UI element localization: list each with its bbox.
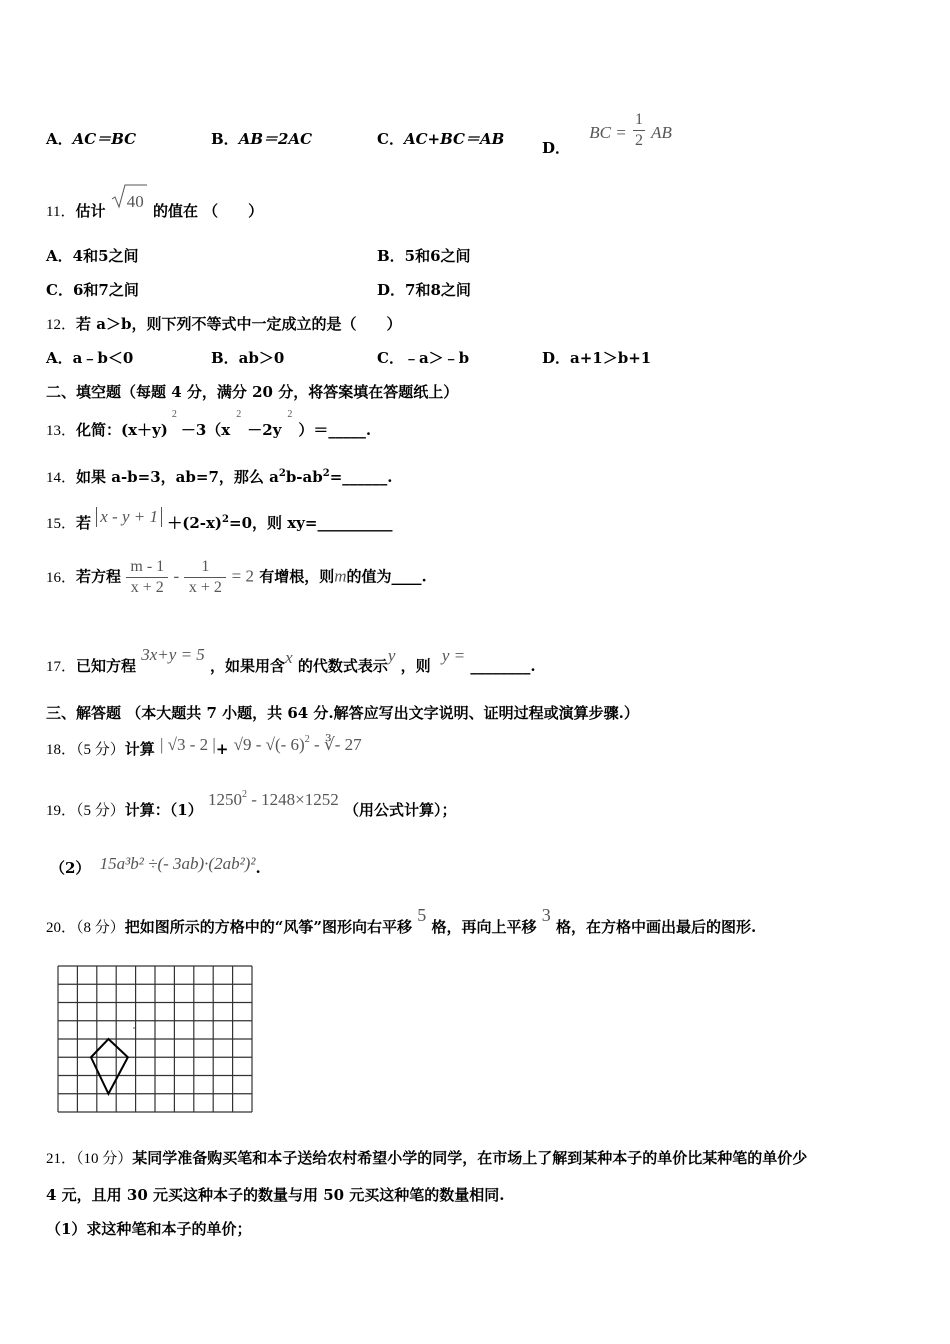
q12-option-a: A．a﹣b＜0 xyxy=(46,349,134,367)
q10-option-c: C．AC+BC＝AB xyxy=(377,130,505,148)
q11-option-d: D．7和8之间 xyxy=(377,281,471,299)
q11-option-a: A．4和5之间 xyxy=(46,247,139,265)
q12-option-c: C．﹣a＞﹣b xyxy=(377,349,470,367)
q20: 20．（8 分）把如图所示的方格中的“风筝”图形向右平移 5 格，再向上平移 3 格，在方格中画出最后的图形. xyxy=(46,905,757,936)
q11-option-c: C．6和7之间 xyxy=(46,281,139,299)
q13: 13．化简：$(x+y)^2-3(x^2-2y^2)=\_\_\_\_\_$. xyxy=(46,409,372,439)
q12-stem: 12．若 a＞b，则下列不等式中一定成立的是（ ） xyxy=(46,315,402,333)
q15: 15．若 $x - y + 1 +(2-x)^2=0$，则 xy=__________ xyxy=(46,507,393,532)
q10-option-d: D． BC = $\frac{1}{2}$ AB xyxy=(542,111,672,157)
fraction-1: $\frac{m - 1}{x + 2}$ xyxy=(126,557,168,598)
q11-option-b: B．5和6之间 xyxy=(377,247,471,265)
q19-part2: （2） 15a³b² ÷(- 3ab)·(2ab²)². xyxy=(50,854,261,877)
abs-expression: x - y + 1 xyxy=(96,507,162,527)
q19-part1: 19．（5 分）计算：（1） 1250$^2$ - 1248×1252 （用公式计算）； xyxy=(46,789,457,819)
q10-option-a: A．AC＝BC xyxy=(46,130,137,148)
q21-line1: 21．（10 分）某同学准备购买笔和本子送给农村希望小学的同学，在市场上了解到某种本子的单价比某种笔的单价少 xyxy=(46,1149,808,1167)
q11-stem: 11．估计 40 的值在 （ ） xyxy=(46,192,263,221)
q10-option-b: B．AB＝2AC xyxy=(211,130,313,148)
q16: 16．若方程 $\frac{m - 1}{x + 2}$ - $\frac{1}{x + 2}$ = 2 有增根，则m的值为____. xyxy=(46,558,427,596)
q17: 17．已知方程 3x+y = 5 ，如果用含x 的代数式表示y ，则 y = ________. xyxy=(46,645,536,675)
q14: 14．如果 a-b=3，ab=7，那么 $a^2b-ab^2=\_\_\_\_\_\_$. xyxy=(46,468,393,486)
kite-grid-figure xyxy=(55,964,255,1116)
q18: 18．（5 分）计算 | √3 - 2 |+ √9 - √(- 6)$^2$ - ∛- 27 xyxy=(46,734,362,758)
q21-part1: （1）求这种笔和本子的单价； xyxy=(46,1220,252,1238)
q12-option-d: D．a+1＞b+1 xyxy=(542,349,652,367)
q21-line2: 4 元，且用 30 元买这种本子的数量与用 50 元买这种笔的数量相同. xyxy=(46,1186,505,1204)
fraction-2: $\frac{1}{x + 2}$ xyxy=(184,557,226,598)
q12-option-b: B．ab＞0 xyxy=(211,349,285,367)
section-2-heading: 二、填空题（每题 4 分，满分 20 分，将答案填在答题纸上） xyxy=(46,383,459,401)
section-3-heading: 三、解答题 （本大题共 7 小题，共 64 分.解答应写出文字说明、证明过程或演算步骤.） xyxy=(46,704,639,722)
